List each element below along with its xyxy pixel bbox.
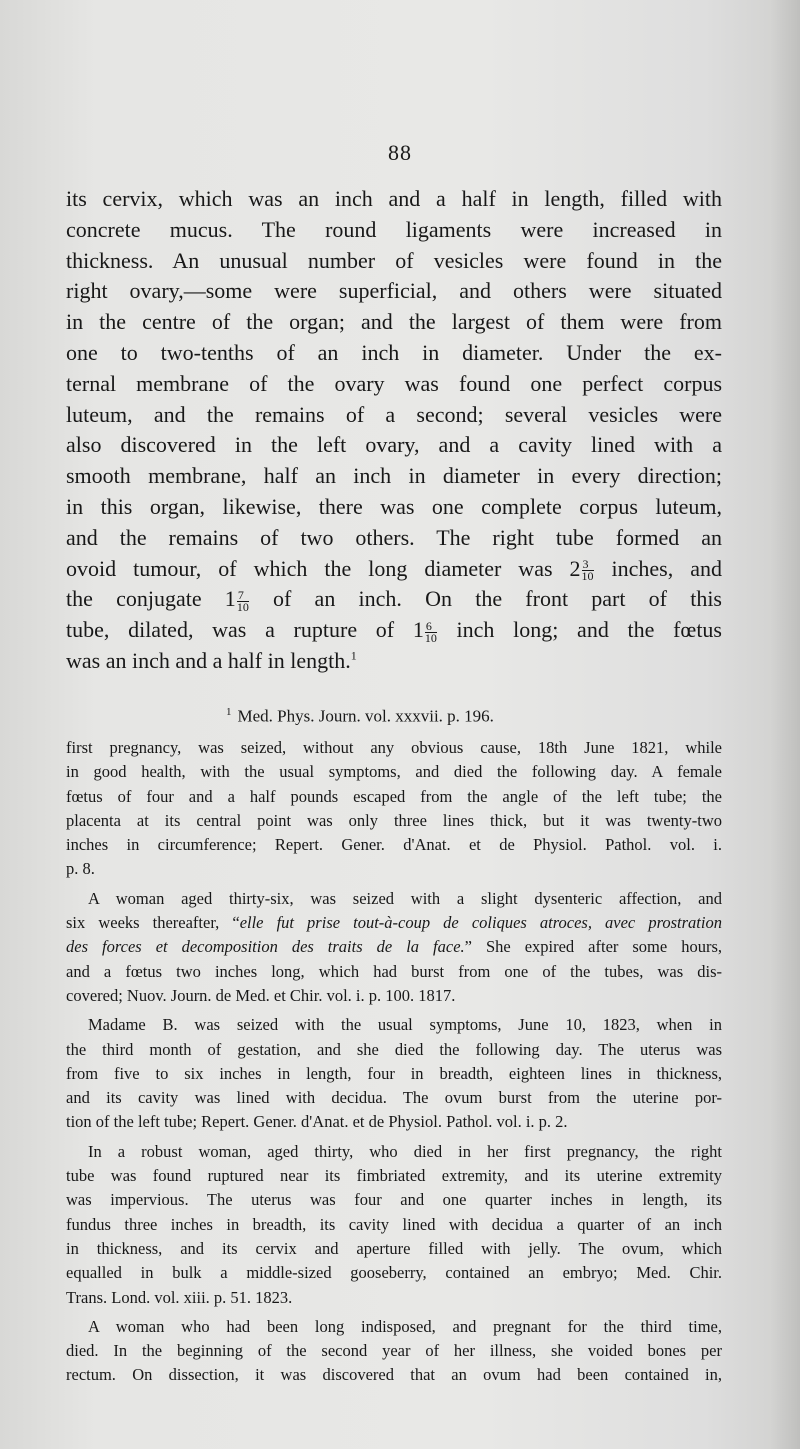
note-line: A woman aged thirty-six, was seized with a slight dysenteric affection, and bbox=[88, 888, 722, 908]
notes-section bbox=[66, 736, 722, 1388]
note-line: des forces et decomposition des traits de la face.” She expired after some hours, bbox=[66, 937, 722, 957]
note-line: and a fœtus two inches long, which had burst from one of the tubes, was dis- bbox=[66, 961, 722, 981]
note-line: Trans. Lond. vol. xiii. p. 51. 1823. bbox=[66, 1287, 293, 1307]
note-line: A woman who had been long indisposed, and pregnant for the third time, bbox=[88, 1316, 722, 1336]
main-line: in this organ, likewise, there was one complete corpus luteum, bbox=[66, 493, 722, 519]
main-line: was an inch and a half in length.$^1$ bbox=[66, 647, 357, 673]
note-line: from five to six inches in length, four in breadth, eighteen lines in thickness, bbox=[66, 1063, 722, 1083]
note-line: inches in circumference; Repert. Gener. d'Anat. et de Physiol. Pathol. vol. i. bbox=[66, 835, 722, 855]
note-line: six weeks thereafter, “elle fut prise tout-à-coup de coliques atroces, avec prostration bbox=[66, 913, 722, 933]
note-line: fundus three inches in breadth, its cavity lined with decidua a quarter of an inch bbox=[66, 1214, 722, 1234]
note-line: placenta at its central point was only three lines thick, but it was twenty-two bbox=[66, 810, 722, 830]
note-paragraph bbox=[66, 1013, 722, 1134]
note-line: In a robust woman, aged thirty, who died in her first pregnancy, the right bbox=[88, 1141, 722, 1161]
main-line: and the remains of two others. The right tube formed an bbox=[66, 524, 722, 550]
note-line: rectum. On dissection, it was discovered that an ovum had been contained in, bbox=[66, 1365, 722, 1385]
footnote bbox=[226, 706, 494, 727]
note-line: was impervious. The uterus was four and one quarter inches in length, its bbox=[66, 1190, 722, 1210]
main-line: thickness. An unusual number of vesicles were found in the bbox=[66, 247, 722, 273]
main-line: concrete mucus. The round ligaments were increased in bbox=[66, 216, 722, 242]
main-text bbox=[66, 184, 722, 677]
main-line: smooth membrane, half an inch in diameter in every direction; bbox=[66, 463, 722, 489]
main-line: in the centre of the organ; and the largest of them were from bbox=[66, 309, 722, 335]
note-line: p. 8. bbox=[66, 859, 95, 879]
main-line: luteum, and the remains of a second; several vesicles were bbox=[66, 401, 722, 427]
note-line: covered; Nuov. Journ. de Med. et Chir. vol. i. p. 100. 1817. bbox=[66, 985, 456, 1005]
main-line: also discovered in the left ovary, and a cavity lined with a bbox=[66, 432, 722, 458]
fraction: $\frac{7}{10}$ bbox=[236, 587, 249, 614]
note-line: fœtus of four and a half pounds escaped from the angle of the left tube; the bbox=[66, 786, 722, 806]
note-line: tube was found ruptured near its fimbriated extremity, and its uterine extremity bbox=[66, 1166, 722, 1186]
note-paragraph bbox=[66, 736, 722, 882]
note-paragraph bbox=[66, 887, 722, 1008]
note-line: the third month of gestation, and she died the following day. The uterus was bbox=[66, 1039, 722, 1059]
main-line: tube, dilated, was a rupture of 1 $\frac{6}{10}$ inch long; and the fœtus bbox=[66, 617, 722, 645]
note-line: in good health, with the usual symptoms, and died the following day. A female bbox=[66, 762, 722, 782]
note-line: in thickness, and its cervix and aperture filled with jelly. The ovum, which bbox=[66, 1238, 722, 1258]
page-edge-shadow bbox=[770, 0, 800, 1449]
note-line: died. In the beginning of the second year of her illness, she voided bones per bbox=[66, 1341, 722, 1361]
footnote-text: Med. Phys. Journ. vol. xxxvii. p. 196. bbox=[237, 706, 494, 726]
main-line: its cervix, which was an inch and a half in length, filled with bbox=[66, 186, 722, 211]
note-line: and its cavity was lined with decidua. The ovum burst from the uterine por- bbox=[66, 1088, 722, 1108]
fraction: $\frac{3}{10}$ bbox=[581, 557, 594, 584]
note-line: Madame B. was seized with the usual symptoms, June 10, 1823, when in bbox=[88, 1015, 722, 1035]
main-line: ternal membrane of the ovary was found one perfect corpus bbox=[66, 370, 722, 396]
fraction: $\frac{6}{10}$ bbox=[424, 618, 437, 645]
main-line: one to two-tenths of an inch in diameter. Under the ex- bbox=[66, 339, 722, 365]
main-line: right ovary,—some were superficial, and others were situated bbox=[66, 278, 722, 304]
main-line: the conjugate 1 $\frac{7}{10}$ of an inch. On the front part of this bbox=[66, 586, 722, 614]
note-paragraph bbox=[66, 1315, 722, 1388]
note-line: equalled in bulk a middle-sized gooseberry, contained an embryo; Med. Chir. bbox=[66, 1263, 722, 1283]
main-line: ovoid tumour, of which the long diameter was 2 $\frac{3}{10}$ inches, and bbox=[66, 555, 722, 584]
footnote-number: 1 bbox=[226, 706, 232, 718]
page-number: 88 bbox=[388, 140, 412, 165]
note-line: first pregnancy, was seized, without any obvious cause, 18th June 1821, while bbox=[66, 738, 722, 757]
note-line: tion of the left tube; Repert. Gener. d'Anat. et de Physiol. Pathol. vol. i. p. 2. bbox=[66, 1112, 568, 1132]
note-paragraph bbox=[66, 1140, 722, 1310]
footnote-marker: 1 bbox=[350, 648, 357, 663]
